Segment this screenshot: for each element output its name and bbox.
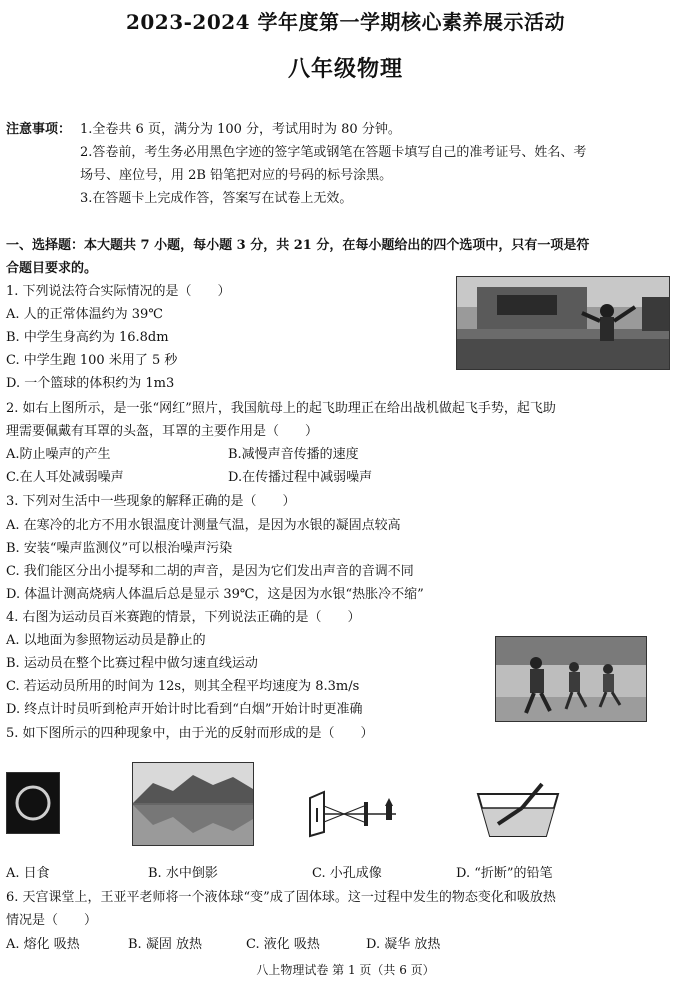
exam-title: 2023-2024 学年度第一学期核心素养展示活动 (125, 10, 566, 34)
question-6-option-b: B. 凝固 放热 (128, 937, 202, 952)
question-6-option-a: A. 熔化 吸热 (6, 937, 80, 952)
question-2-option-b: B.减慢声音传播的速度 (228, 447, 359, 462)
question-3-option-b: B. 安装“噪声监测仪”可以根治噪声污染 (6, 541, 233, 556)
question-3-option-a: A. 在寒冷的北方不用水银温度计测量气温，是因为水银的凝固点较高 (6, 518, 401, 533)
question-3-option-d: D. 体温计测高烧病人体温后总是显示 39℃，这是因为水银“热胀冷不缩” (6, 587, 424, 602)
question-2-option-a: A.防止噪声的产生 (6, 447, 111, 462)
question-6-stem: 6. 天宫课堂上，王亚平老师将一个液体球“变”成了固体球。这一过程中发生的物态变化和吸放热 (6, 890, 556, 905)
carrier-photo (456, 276, 670, 370)
notice-label: 注意事项： (6, 122, 72, 137)
water-reflection-figure (132, 762, 254, 846)
notice-item-2: 2.答卷前，考生务必用黑色字迹的签字笔或钢笔在答题卡填写自己的准考证号、姓名、考 (80, 145, 587, 160)
notice-item-1: 1.全卷共 6 页，满分为 100 分，考试用时为 80 分钟。 (80, 122, 401, 137)
question-5-option-a: A. 日食 (6, 866, 50, 881)
section-heading: 一、选择题：本大题共 7 小题，每小题 3 分，共 21 分，在每小题给出的四个选项中，只有一项是符 (6, 238, 590, 253)
exam-subject: 八年级物理 (287, 56, 403, 82)
bent-pencil-figure (470, 782, 566, 840)
question-4-option-c: C. 若运动员所用的时间为 12s，则其全程平均速度为 8.3m/s (6, 679, 360, 694)
notice-item-2-cont: 场号、座位号，用 2B 铅笔把对应的号码的标号涂黑。 (80, 168, 393, 183)
question-6-option-d: D. 凝华 放热 (366, 937, 441, 952)
pinhole-imaging-figure (300, 788, 410, 838)
solar-eclipse-figure (6, 772, 60, 834)
question-5-option-c: C. 小孔成像 (312, 866, 382, 881)
question-5-option-d: D. “折断”的铅笔 (456, 866, 553, 881)
question-4-option-d: D. 终点计时员听到枪声开始计时比看到“白烟”开始计时更准确 (6, 702, 363, 717)
question-1-option-b: B. 中学生身高约为 16.8dm (6, 330, 169, 345)
question-2-stem: 2. 如右上图所示，是一张“网红”照片，我国航母上的起飞助理正在给出战机做起飞手势，起飞助 (6, 401, 556, 416)
question-6-stem-cont: 情况是（ ） (6, 913, 98, 928)
page-footer: 八上物理试卷 第 1 页（共 6 页） (256, 963, 435, 977)
question-4-option-a: A. 以地面为参照物运动员是静止的 (6, 633, 206, 648)
question-2-option-c: C.在人耳处减弱噪声 (6, 470, 124, 485)
question-1-option-d: D. 一个篮球的体积约为 1m3 (6, 376, 175, 391)
question-1-option-a: A. 人的正常体温约为 39℃ (6, 307, 163, 322)
question-5-option-b: B. 水中倒影 (148, 866, 218, 881)
question-1-stem: 1. 下列说法符合实际情况的是（ ） (6, 284, 231, 299)
question-4-option-b: B. 运动员在整个比赛过程中做匀速直线运动 (6, 656, 258, 671)
question-2-option-d: D.在传播过程中减弱噪声 (228, 470, 373, 485)
question-3-option-c: C. 我们能区分出小提琴和二胡的声音，是因为它们发出声音的音调不同 (6, 564, 414, 579)
notice-item-3: 3.在答题卡上完成作答，答案写在试卷上无效。 (80, 191, 353, 206)
section-heading-cont: 合题目要求的。 (6, 261, 98, 276)
question-1-option-c: C. 中学生跑 100 米用了 5 秒 (6, 353, 178, 368)
sprint-photo (495, 636, 647, 722)
question-4-stem: 4. 右图为运动员百米赛跑的情景，下列说法正确的是（ ） (6, 610, 361, 625)
question-6-option-c: C. 液化 吸热 (246, 937, 320, 952)
question-5-stem: 5. 如下图所示的四种现象中，由于光的反射而形成的是（ ） (6, 726, 374, 741)
question-3-stem: 3. 下列对生活中一些现象的解释正确的是（ ） (6, 494, 296, 509)
question-2-stem-cont: 理需要佩戴有耳罩的头盔，耳罩的主要作用是（ ） (6, 424, 319, 439)
